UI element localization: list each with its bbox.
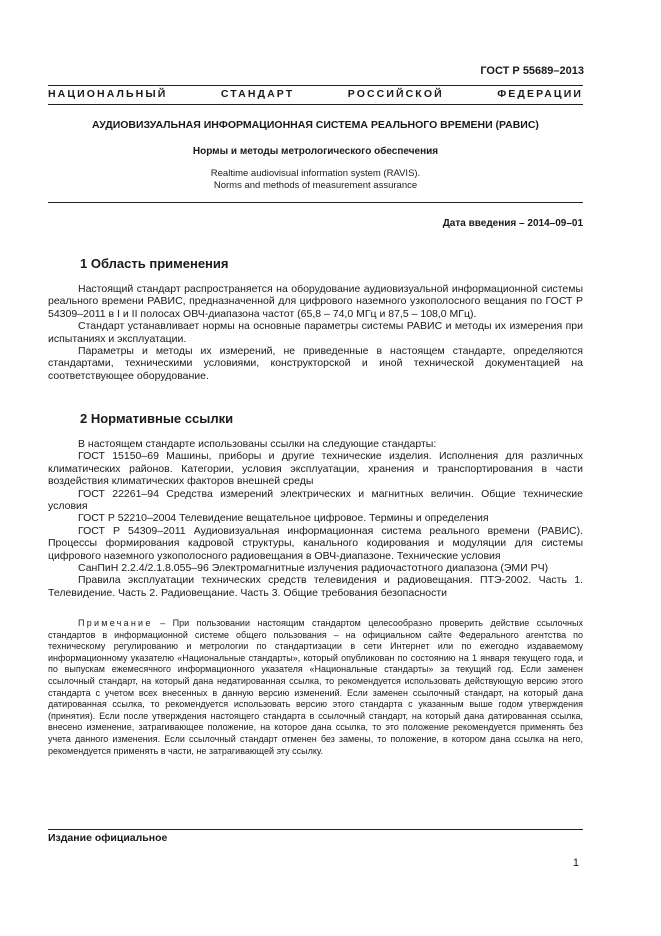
reference-item: СанПиН 2.2.4/2.1.8.055–96 Электромагнитные излучения радиочастотного диапазона (ЭМИ РЧ) <box>78 562 549 575</box>
section-1-body <box>48 283 583 382</box>
section-1-paragraph: Стандарт устанавливает нормы на основные параметры системы РАВИС и методы их измерения при испытаниях и эксплуатации. <box>48 320 583 345</box>
introduction-date: Дата введения – 2014–09–01 <box>442 218 583 229</box>
document-subtitle: Нормы и методы метрологического обеспечения <box>192 146 439 157</box>
note-text: – При пользовании настоящим стандартом целесообразно проверить действие ссылочных стандартов в информационной системе общего пользования – на официальном сайте Федерального агентства по техническому регулированию и метрологии по стандартизации в сети Интернет или по ежегодно издаваемому информационному указателю «Национальные стандарты», который опубликован по состоянию на 1 января текущего года, и по выпускам ежемесячного информационного указателя «Национальные стандарты» за текущий год. Если заменен ссылочный стандарт, на который дана недатированная ссылка, то рекомендуется использовать действующую версию этого стандарта с учетом всех внесенных в данную версию изменений. Если заменен ссылочный стандарт, на который дана датированная ссылка, то рекомендуется использовать версию этого стандарта с указанным выше годом утверждения (принятия). Если после утверждения настоящего стандарта в ссылочный стандарт, на который дана датированная ссылка, внесено изменение, затрагивающее положение, на которое дана ссылка, то это положение рекомендуется применять без учета данного изменения. Если ссылочный стандарт отменен без замены, то положение, в котором дана ссылка на него, рекомендуется применять в части, не затрагивающей эту ссылку. <box>48 618 583 756</box>
english-title-line-2: Norms and methods of measurement assurance <box>213 180 418 191</box>
note-block <box>48 618 583 757</box>
reference-item: ГОСТ 22261–94 Средства измерений электрических и магнитных величин. Общие технические условия <box>48 487 583 513</box>
footer-rule <box>48 829 583 830</box>
official-edition-label: Издание официальное <box>48 832 168 844</box>
english-title-line-1: Realtime audiovisual information system (RAVIS). <box>210 168 421 179</box>
section-1-paragraph: Параметры и методы их измерений, не приведенные в настоящем стандарте, определяются стандартами, техническими условиями, конструкторской и иной технической документацией на соответствующее оборудование. <box>48 345 583 382</box>
reference-item: ГОСТ Р 52210–2004 Телевидение вещательное цифровое. Термины и определения <box>78 512 489 525</box>
section-2-paragraph: В настоящем стандарте использованы ссылки на следующие стандарты: <box>78 438 437 450</box>
reference-item: ГОСТ 15150–69 Машины, приборы и другие технические изделия. Исполнения для различных климатических районов. Категории, условия эксплуатации, хранения и транспортирования в части воздействия климатических факторов внешней среды <box>48 450 583 488</box>
national-standard-banner: НАЦИОНАЛЬНЫЙ СТАНДАРТ РОССИЙСКОЙ ФЕДЕРАЦИИ <box>48 88 583 100</box>
section-2-body <box>48 438 583 599</box>
page-number: 1 <box>572 857 579 869</box>
section-2-heading: 2 Нормативные ссылки <box>80 411 234 426</box>
reference-item: ГОСТ Р 54309–2011 Аудиовизуальная информационная система реального времени (РАВИС). Процессы формирования кадровой структуры, канального кодирования и модуляции для системы цифрового наземного узкополосного радиовещания в ОВЧ-диапазоне. Технические условия <box>48 524 583 562</box>
section-1-heading: 1 Область применения <box>80 256 229 271</box>
banner-bottom-rule <box>48 104 583 105</box>
reference-item: Правила эксплуатации технических средств телевидения и радиовещания. ПТЭ-2002. Часть 1. Телевидение. Часть 2. Радиовещание. Часть 3. Общие требования безопасности <box>48 574 583 599</box>
note-label: Примечание <box>78 618 153 628</box>
header-top-rule <box>48 85 583 86</box>
document-title: АУДИОВИЗУАЛЬНАЯ ИНФОРМАЦИОННАЯ СИСТЕМА РЕАЛЬНОГО ВРЕМЕНИ (РАВИС) <box>92 119 539 131</box>
note-paragraph <box>48 618 583 757</box>
section-1-paragraph: Настоящий стандарт распространяется на оборудование аудиовизуальной информационной системы реального времени РАВИС, предназначенной для цифрового наземного узкополосного вещания по ГОСТ Р 54309–2011 в I и II полосах ОВЧ-диапазона частот (65,8 – 74,0 МГц и 87,5 – 108,0 МГц). <box>48 283 583 320</box>
document-code: ГОСТ Р 55689–2013 <box>480 65 584 77</box>
header-bottom-rule <box>48 202 583 203</box>
